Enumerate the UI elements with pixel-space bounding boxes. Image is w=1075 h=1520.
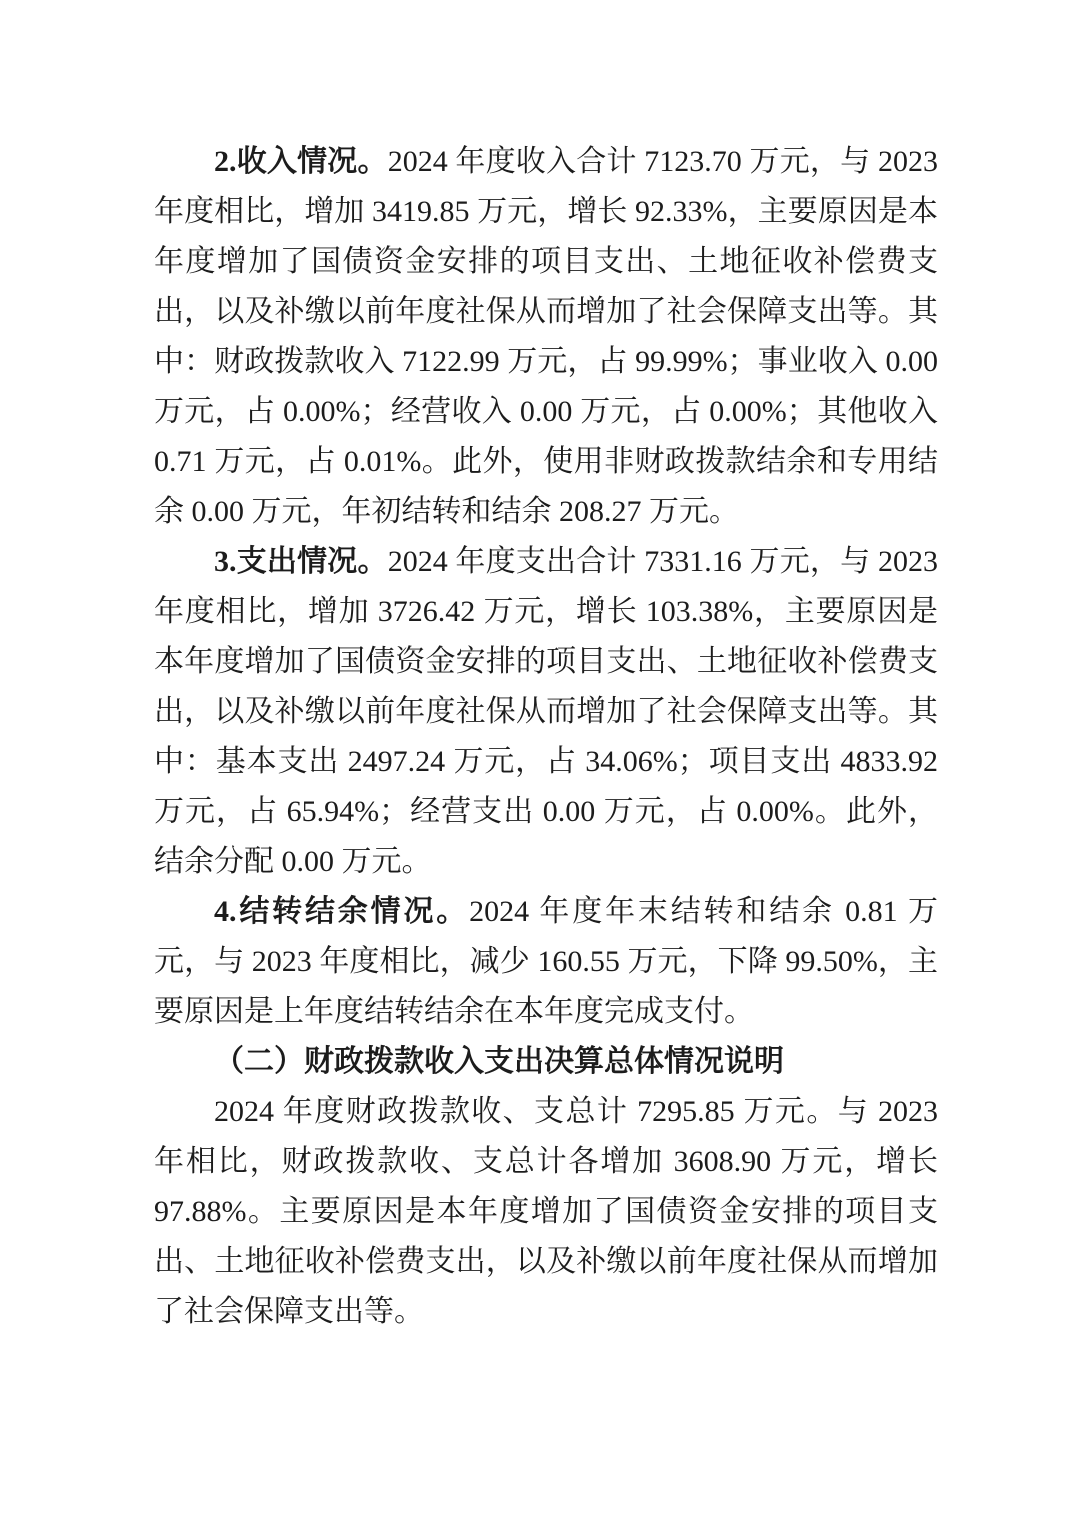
section-heading-fiscal-appropriation: （二）财政拨款收入支出决算总体情况说明 [214,1045,784,1078]
expenditure-paragraph-heading: 3.支出情况。 [214,545,388,578]
paragraph-income-overview [154,137,938,537]
carryover-paragraph-text: 2024 年度年末结转和结余 0.81 万元，与 2023 年度相比，减少 160.55 万元，下降 99.50%，主要原因是上年度结转结余在本年度完成支付。 [154,895,939,1028]
income-paragraph-text: 2024 年度收入合计 7123.70 万元，与 2023 年度相比，增加 3419.85 万元，增长 92.33%，主要原因是本年度增加了国债资金安排的项目支出、土地征收补偿费支出，以及补缴以前年度社保从而增加了社会保障支出等。其中：财政拨款收入 7122.99 万元，占 99.99%；事业收入 0.00 万元，占 0.00%；经营收入 0.00 万元，占 0.00%；其他收入 0.71 万元，占 0.01%。此外，使用非财政拨款结余和专用结余 0.00 万元，年初结转和结余 208.27 万元。 [154,145,939,528]
paragraph-fiscal-appropriation-total: 2024 年度财政拨款收、支总计 7295.85 万元。与 2023 年相比，财政拨款收、支总计各增加 3608.90 万元，增长 97.88%。主要原因是本年度增加了国债资金安排的项目支出、土地征收补偿费支出，以及补缴以前年度社保从而增加了社会保障支出等。 [154,1095,938,1328]
paragraph-carryover-overview [154,887,938,1037]
paragraph-expenditure-overview [154,537,938,887]
carryover-paragraph-heading: 4.结转结余情况。 [214,895,470,928]
income-paragraph-heading: 2.收入情况。 [214,145,388,178]
expenditure-paragraph-text: 2024 年度支出合计 7331.16 万元，与 2023 年度相比，增加 3726.42 万元，增长 103.38%，主要原因是本年度增加了国债资金安排的项目支出、土地征收补偿费支出，以及补缴以前年度社保从而增加了社会保障支出等。其中：基本支出 2497.24 万元，占 34.06%；项目支出 4833.92 万元，占 65.94%；经营支出 0.00 万元，占 0.00%。此外，结余分配 0.00 万元。 [154,545,939,878]
